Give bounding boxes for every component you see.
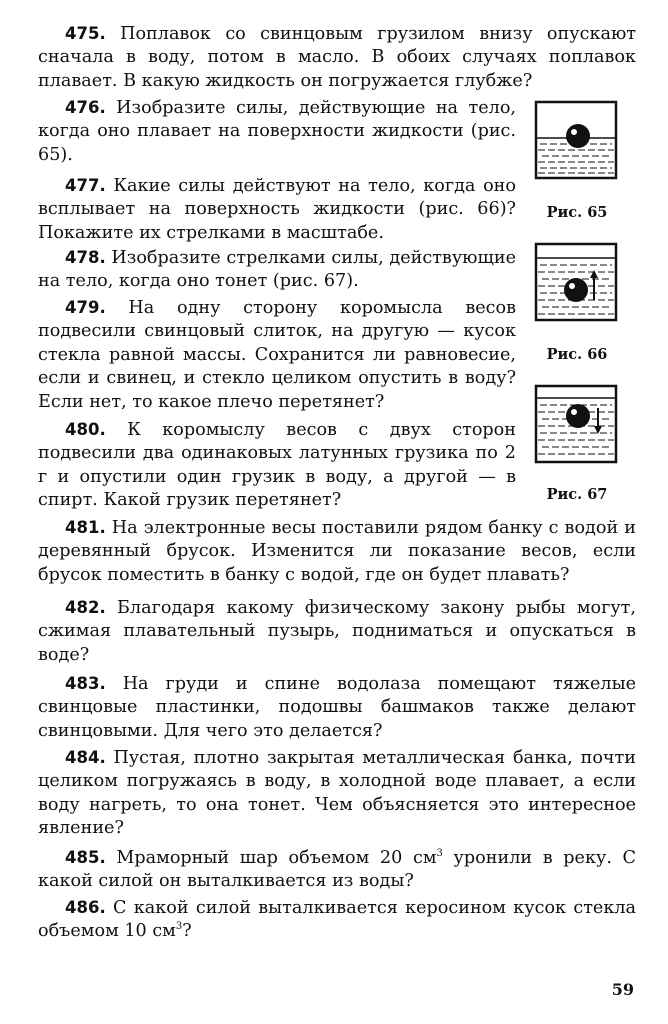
problem-478 xyxy=(38,246,516,294)
problem-number: 479. xyxy=(65,298,106,317)
problem-number: 476. xyxy=(65,98,106,117)
problem-text: На груди и спине водолаза помещают тяжелые свинцовые пластинки, подошвы башмаков также делают свинцовыми. Для чего это делается? xyxy=(38,674,636,741)
problem-text: Изобразите силы, действующие на тело, когда оно плавает на поверхности жидкости (рис. 65). xyxy=(38,98,516,165)
problem-479 xyxy=(38,296,516,414)
problem-number: 477. xyxy=(65,176,106,195)
problem-number: 483. xyxy=(65,674,106,693)
problem-text: На одну сторону коромысла весов подвесили свинцовый слиток, на другую — кусок стекла равной массы. Сохранится ли равновесие, если и свинец, и стекло целиком опустить в воду? Если нет, то какое плечо перетянет? xyxy=(38,298,516,412)
figure-66 xyxy=(534,242,618,322)
problem-number: 484. xyxy=(65,748,106,767)
problem-number: 480. xyxy=(65,420,106,439)
problem-476 xyxy=(38,96,516,167)
problem-number: 486. xyxy=(65,898,106,917)
sinking-ball-illustration xyxy=(534,384,618,464)
problem-text: На электронные весы поставили рядом банку с водой и деревянный брусок. Изменится ли показание весов, если брусок поместить в банку с водой, где он будет плавать? xyxy=(38,518,636,585)
problem-text: Мраморный шар объемом 20 см xyxy=(116,848,437,868)
problem-number: 478. xyxy=(65,248,106,267)
figure-66-caption: Рис. 66 xyxy=(546,346,608,363)
problem-text: Пустая, плотно закрытая металлическая банка, почти целиком погружаясь в воду, в холодной воде плавает, а если воду нагреть, то она тонет. Чем объясняется это интересное явление? xyxy=(38,748,637,839)
problem-480 xyxy=(38,418,516,513)
page-number: 59 xyxy=(611,980,634,999)
problem-text: С какой силой выталкивается керосином кусок стекла объемом 10 см xyxy=(38,898,637,942)
superscript: 3 xyxy=(175,921,183,933)
problem-477 xyxy=(38,174,516,245)
figure-65 xyxy=(534,100,618,180)
figure-67 xyxy=(534,384,618,464)
problem-481 xyxy=(38,516,636,587)
superscript: 3 xyxy=(436,848,443,859)
problem-482 xyxy=(38,596,636,667)
floating-ball-illustration xyxy=(534,100,618,180)
problem-text-tail: ? xyxy=(182,921,192,942)
problem-475 xyxy=(38,22,636,93)
problem-text: Поплавок со свинцовым грузилом внизу опускают сначала в воду, потом в масло. В обоих случаях поплавок плавает. В какую жидкость он погружается глубже? xyxy=(38,24,636,91)
problem-number: 485. xyxy=(65,848,106,867)
problem-text: К коромыслу весов с двух сторон подвесили два одинаковых латунных грузика по 2 г и опустили один грузик в воду, а другой — в спирт. Какой грузик перетянет? xyxy=(38,420,517,511)
problem-484 xyxy=(38,746,636,841)
rising-ball-illustration xyxy=(534,242,618,322)
problem-number: 475. xyxy=(65,24,106,43)
figure-67-caption: Рис. 67 xyxy=(546,486,608,503)
problem-485 xyxy=(38,846,636,894)
problem-text: Какие силы действуют на тело, когда оно всплывает на поверхность жидкости (рис. 66)? Покажите их стрелками в масштабе. xyxy=(38,176,517,243)
problem-text: Благодаря какому физическому закону рыбы могут, сжимая плавательный пузырь, подниматься и опускаться в воде? xyxy=(38,598,636,665)
problem-text-tail: уронили в реку. С какой силой он выталкивается из воды? xyxy=(38,848,637,892)
problem-text: Изобразите стрелками силы, действующие на тело, когда оно тонет (рис. 67). xyxy=(38,248,516,292)
problem-number: 482. xyxy=(65,598,106,617)
problem-486 xyxy=(38,896,636,944)
problem-number: 481. xyxy=(65,518,106,537)
problem-483 xyxy=(38,672,636,743)
figure-65-caption: Рис. 65 xyxy=(546,204,608,221)
